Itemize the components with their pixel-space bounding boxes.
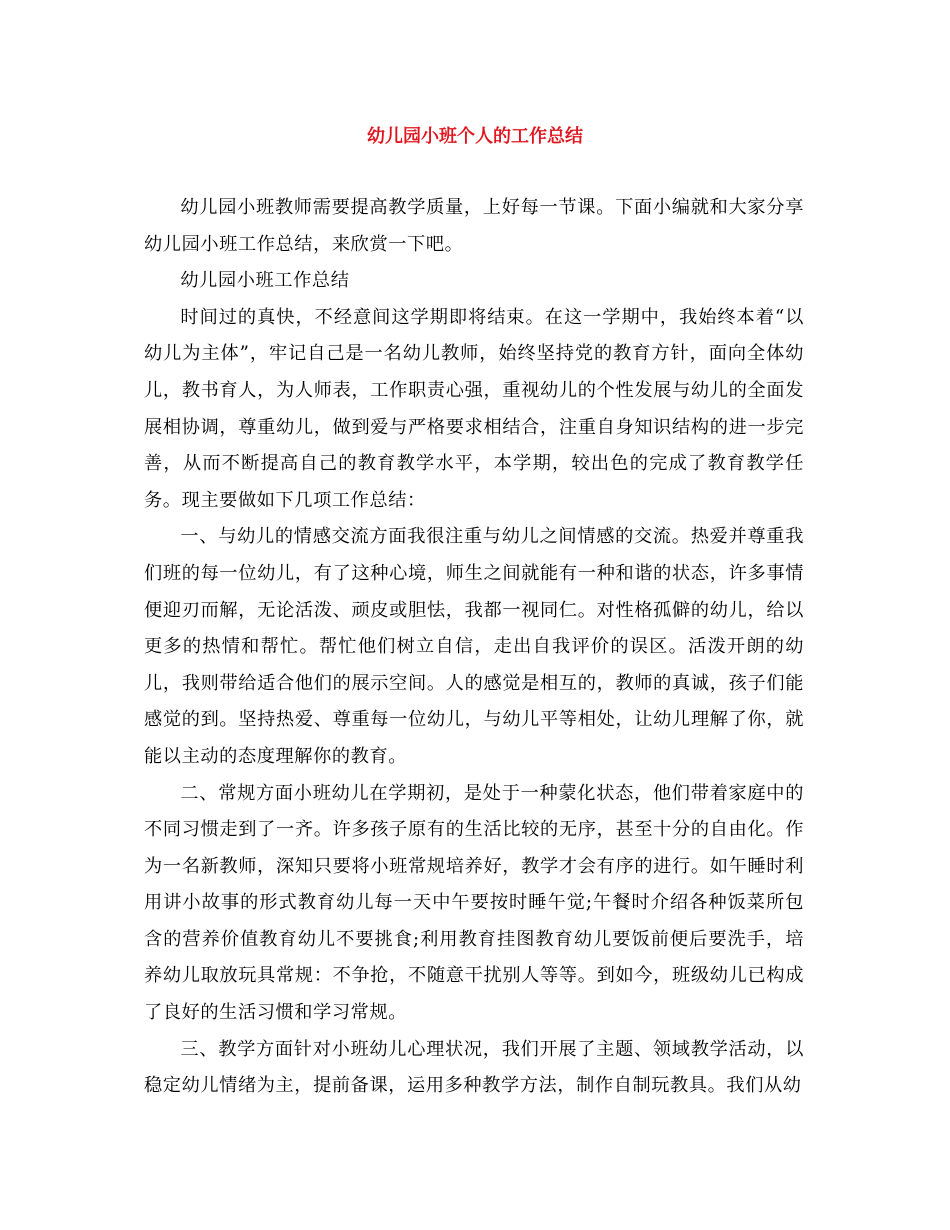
emotional-communication-paragraph: 一、与幼儿的情感交流方面我很注重与幼儿之间情感的交流。热爱并尊重我们班的每一位幼儿，有了这种心境，师生之间就能有一种和谐的状态，许多事情便迎刃而解，无论活泼、顽皮或胆怯，我都一视同仁。对性格孤僻的幼儿，给以更多的热情和帮忙。帮忙他们树立自信，走出自我评价的误区。活泼开朗的幼儿，我则带给适合他们的展示空间。人的感觉是相互的，教师的真诚，孩子们能感觉的到。坚持热爱、尊重每一位幼儿，与幼儿平等相处，让幼儿理解了你，就能以主动的态度理解你的教育。	[144, 526, 804, 767]
section-heading: 幼儿园小班工作总结	[180, 270, 350, 292]
teaching-paragraph: 三、教学方面针对小班幼儿心理状况，我们开展了主题、领域教学活动，以稳定幼儿情绪为主，提前备课，运用多种教学方法，制作自制玩教具。我们从幼	[144, 1038, 804, 1097]
document-body	[144, 190, 804, 1105]
routine-paragraph: 二、常规方面小班幼儿在学期初，是处于一种蒙化状态，他们带着家庭中的不同习惯走到了一齐。许多孩子原有的生活比较的无序，甚至十分的自由化。作为一名新教师，深知只要将小班常规培养好，教学才会有序的进行。如午睡时利用讲小故事的形式教育幼儿每一天中午要按时睡午觉;午餐时介绍各种饭菜所包含的营养价值教育幼儿不要挑食;利用教育挂图教育幼儿要饭前便后要洗手，培养幼儿取放玩具常规：不争抢，不随意干扰别人等等。到如今，班级幼儿已构成了良好的生活习惯和学习常规。	[144, 782, 804, 1024]
intro-paragraph: 幼儿园小班教师需要提高教学质量，上好每一节课。下面小编就和大家分享幼儿园小班工作总结，来欣赏一下吧。	[144, 197, 804, 255]
overview-paragraph: 时间过的真快，不经意间这学期即将结束。在这一学期中，我始终本着“以幼儿为主体”，牢记自己是一名幼儿教师，始终坚持党的教育方针，面向全体幼儿，教书育人，为人师表，工作职责心强，重视幼儿的个性发展与幼儿的全面发展相协调，尊重幼儿，做到爱与严格要求相结合，注重自身知识结构的进一步完善，从而不断提高自己的教育教学水平，本学期，较出色的完成了教育教学任务。现主要做如下几项工作总结：	[144, 306, 804, 511]
document-title: 幼儿园小班个人的工作总结	[367, 126, 583, 147]
